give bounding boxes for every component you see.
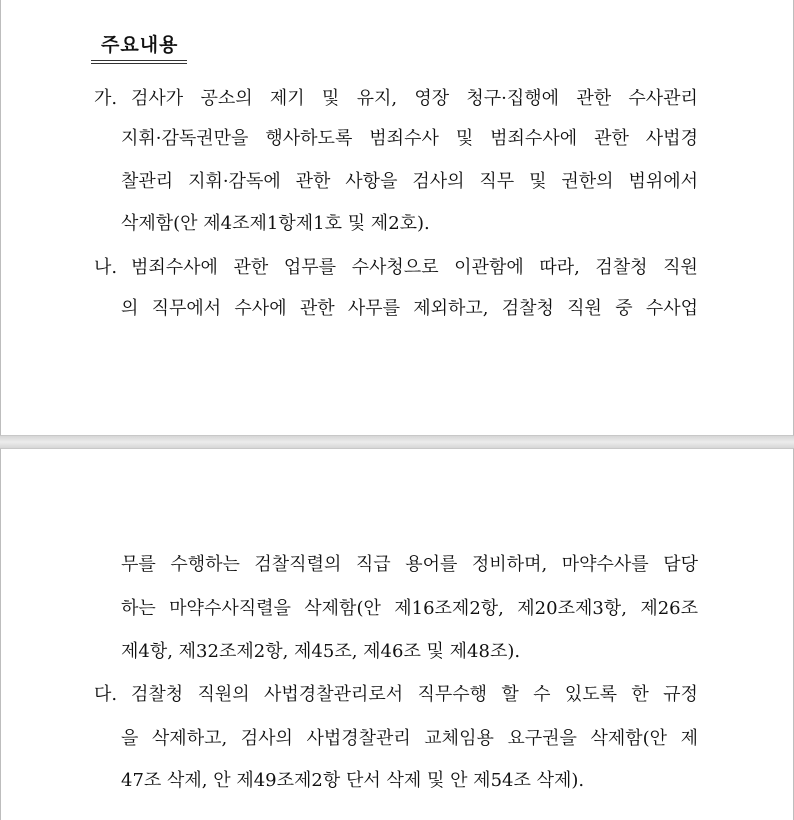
paragraph-line: 지휘·감독권만을 행사하도록 범죄수사 및 범죄수사에 관한 사법경: [121, 128, 698, 149]
paragraph-line: 47조 삭제, 안 제49조제2항 단서 삭제 및 안 제54조 삭제).: [121, 770, 585, 791]
paragraph-line: 을 삭제하고, 검사의 사법경찰관리 교체임용 요구권을 삭제함(안 제: [121, 728, 698, 749]
item-marker-da: 다.: [94, 684, 118, 705]
item-marker-ga: 가.: [94, 88, 118, 109]
page-separator: [0, 436, 794, 448]
item-marker-na: 나.: [94, 257, 118, 278]
section-heading: 주요내용: [101, 34, 179, 56]
paragraph-line: 의 직무에서 수사에 관한 사무를 제외하고, 검찰청 직원 중 수사업: [121, 298, 698, 319]
document-page-2: [0, 448, 794, 820]
paragraph-line: 검찰청 직원의 사법경찰관리로서 직무수행 할 수 있도록 한 규정: [131, 684, 698, 705]
paragraph-line: 제4항, 제32조제2항, 제45조, 제46조 및 제48조).: [121, 641, 521, 662]
paragraph-line: 범죄수사에 관한 업무를 수사청으로 이관함에 따라, 검찰청 직원: [131, 257, 698, 278]
paragraph-line: 삭제함(안 제4조제1항제1호 및 제2호).: [121, 213, 430, 234]
paragraph-line: 검사가 공소의 제기 및 유지, 영장 청구·집행에 관한 수사관리: [131, 88, 698, 109]
paragraph-line: 무를 수행하는 검찰직렬의 직급 용어를 정비하며, 마약수사를 담당: [121, 554, 698, 575]
paragraph-line: 하는 마약수사직렬을 삭제함(안 제16조제2항, 제20조제3항, 제26조: [121, 598, 698, 619]
paragraph-line: 찰관리 지휘·감독에 관한 사항을 검사의 직무 및 권한의 범위에서: [121, 171, 698, 192]
heading-underline: [91, 60, 187, 64]
